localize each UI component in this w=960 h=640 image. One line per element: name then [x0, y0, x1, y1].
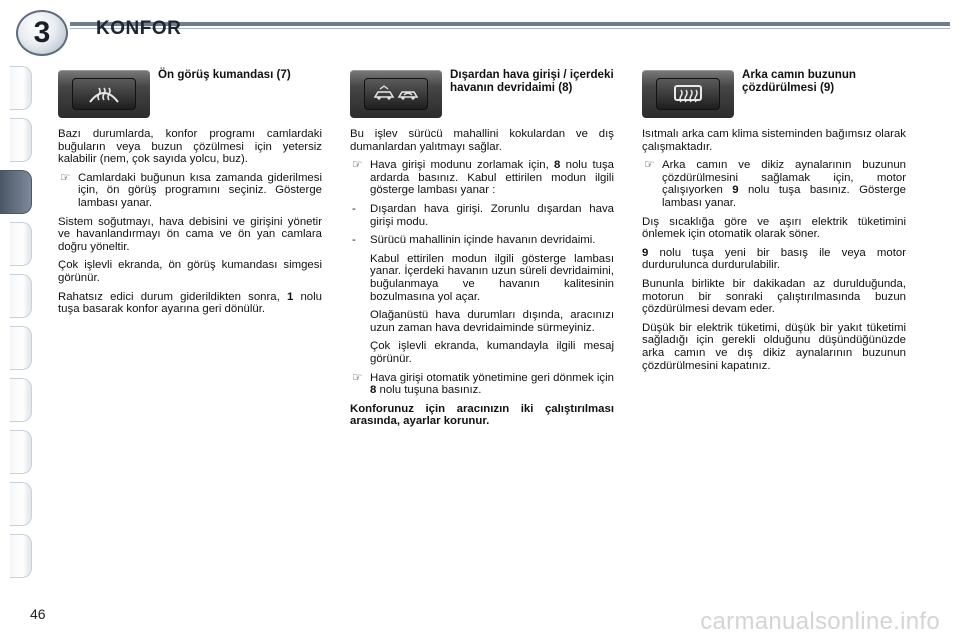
- paragraph: 9 nolu tuşa yeni bir basış ile veya motor durdurulunca durdurulabilir.: [642, 246, 906, 272]
- indented-paragraph: Olağanüstü hava durumları dışında, aracınızı uzun zaman hava devridaiminde sürmeyiniz.: [370, 309, 614, 334]
- bullet-item: ☞ Arka camın ve dikiz aynalarının buzunun çözdürülmesini sağlamak için, motor çalışıyorken 9 nolu tuşa basınız. Gösterge lambası yanar.: [644, 159, 906, 209]
- front-demist-switch-photo: [58, 70, 150, 118]
- dash-item: - Dışardan hava girişi. Zorunlu dışardan hava girişi modu.: [352, 202, 614, 228]
- paragraph: Çok işlevli ekranda, ön görüş kumandası simgesi görünür.: [58, 259, 322, 284]
- chapter-tab[interactable]: [10, 482, 32, 526]
- indented-paragraph: Kabul ettirilen modun ilgili gösterge lambası yanar. İçerdeki havanın uzun süreli devridaimini, buğulanmaya ve havanın kalitesinin bozulmasına yol açar.: [370, 252, 614, 303]
- paragraph: Dış sıcaklığa göre ve aşırı elektrik tüketimini önlemek için otomatik olarak söner.: [642, 215, 906, 241]
- indented-paragraph: Çok işlevli ekranda, kumandayla ilgili mesaj görünür.: [370, 340, 614, 365]
- chapter-tabs: [0, 66, 34, 576]
- pointing-hand-icon: ☞: [60, 171, 71, 184]
- bullet-item: ☞ Hava girişi otomatik yönetimine geri dönmek için 8 nolu tuşuna basınız.: [352, 371, 614, 397]
- paragraph: Bununla birlikte bir dakikadan az durulduğunda, motorun bir sonraki çalıştırılmasında buzun çözdürülmesi devam eder.: [642, 277, 906, 316]
- pointing-hand-icon: ☞: [644, 159, 655, 172]
- paragraph: Isıtmalı arka cam klima sisteminden bağımsız olarak çalışmaktadır.: [642, 128, 906, 153]
- column-air-recirculation: [350, 66, 614, 434]
- air-recirculation-switch-photo: [350, 70, 442, 118]
- pointing-hand-icon: ☞: [352, 159, 363, 172]
- paragraph: Bu işlev sürücü mahallini kokulardan ve dış dumanlardan yalıtmayı sağlar.: [350, 128, 614, 153]
- paragraph: Düşük bir elektrik tüketimi, düşük bir yakıt tüketimi sağladığı için gerekli olduğunu düşündüğünüzde arka camın ve dış dikiz aynalarının buzunun çözdürülmesini kapatınız.: [642, 321, 906, 372]
- chapter-tab[interactable]: [10, 66, 32, 110]
- chapter-tab[interactable]: [10, 274, 32, 318]
- section-title: Arka camın buzunun çözdürülmesi (9): [742, 68, 857, 94]
- bold-paragraph: Konforunuz için aracınızın iki çalıştırılması arasında, ayarlar korunur.: [350, 402, 614, 428]
- section-title: Ön görüş kumandası (7): [158, 68, 291, 81]
- chapter-tab[interactable]: [10, 118, 32, 162]
- chapter-tab[interactable]: [10, 326, 32, 370]
- front-demist-icon: [86, 82, 122, 106]
- bullet-item: ☞ Camlardaki buğunun kısa zamanda giderilmesi için, ön görüş programını seçiniz. Gösterge lambası yanar.: [60, 171, 322, 209]
- bullet-item: ☞ Hava girişi modunu zorlamak için, 8 nolu tuşa ardarda basınız. Kabul ettirilen modun ilgili gösterge lambası yanar :: [352, 159, 614, 197]
- rear-demist-icon: [670, 82, 706, 106]
- pointing-hand-icon: ☞: [352, 371, 363, 384]
- page-number: 46: [30, 606, 46, 622]
- chapter-tab[interactable]: [10, 430, 32, 474]
- paragraph: Bazı durumlarda, konfor programı camlardaki buğuların veya buzun çözülmesi için yetersiz kalabilir (nem, çok sayıda yolcu, buz).: [58, 128, 322, 166]
- chapter-badge: [16, 10, 68, 56]
- watermark: carmanualsonline.info: [700, 608, 940, 635]
- chapter-tab-active[interactable]: [0, 170, 32, 214]
- column-rear-demist: [642, 66, 906, 378]
- rear-demist-switch-photo: [642, 70, 734, 118]
- section-title: Dışardan hava girişi / içerdeki havanın devridaimi (8): [450, 68, 614, 94]
- chapter-number: 3: [33, 16, 51, 49]
- column-front-demist: [58, 66, 322, 322]
- header-bar: [70, 22, 950, 26]
- chapter-tab[interactable]: [10, 534, 32, 578]
- paragraph: Sistem soğutmayı, hava debisini ve girişini yönetir ve havanlandırmayı ön cama ve ön yan camlara doğru yöneltir.: [58, 215, 322, 253]
- chapter-tab[interactable]: [10, 378, 32, 422]
- paragraph: Rahatsız edici durum giderildikten sonra, 1 nolu tuşa basarak konfor ayarına geri dönülür.: [58, 290, 322, 316]
- header-rule: [70, 28, 950, 29]
- chapter-title: KONFOR: [96, 18, 182, 39]
- air-recirculation-icon: [372, 82, 420, 106]
- dash-item: - Sürücü mahallinin içinde havanın devridaimi.: [352, 234, 596, 247]
- chapter-tab[interactable]: [10, 222, 32, 266]
